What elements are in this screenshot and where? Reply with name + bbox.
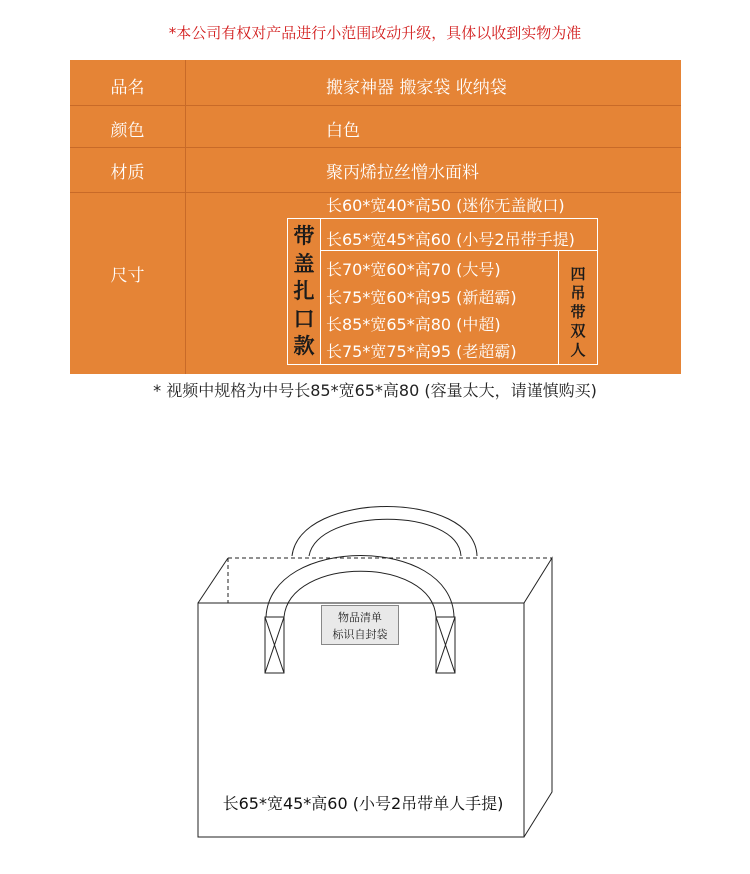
value-color: 白色 (326, 121, 360, 141)
lid-tag-char: 带 (293, 224, 315, 248)
four-strap-tag-char: 带 (570, 303, 586, 321)
four-strap-tag-char: 吊 (570, 284, 586, 302)
label-color: 颜色 (110, 121, 145, 141)
lid-box-divider (320, 250, 598, 251)
value-name: 搬家神器 搬家袋 收纳袋 (326, 78, 507, 98)
lid-box-outer-right (597, 218, 598, 365)
back-handle-inner (309, 519, 461, 556)
four-strap-tag (559, 265, 597, 360)
column-divider (185, 60, 186, 374)
size-row: 长75*宽75*高95 (老超霸) (326, 342, 517, 361)
size-row: 长65*宽45*高60 (小号2吊带手提) (326, 230, 575, 249)
spec-table (70, 60, 681, 374)
lid-box-top (287, 218, 598, 219)
label-size: 尺寸 (110, 266, 145, 286)
row-divider (70, 105, 681, 106)
lid-tag-char: 口 (293, 306, 315, 331)
size-row: 长70*宽60*高70 (大号) (326, 260, 501, 279)
lid-tag-char: 盖 (293, 251, 315, 276)
back-handle-outer (292, 507, 477, 557)
lid-box-bottom (287, 364, 598, 365)
row-divider (70, 147, 681, 148)
pocket-label-line: 物品清单 (338, 611, 382, 624)
four-strap-tag-char: 人 (570, 341, 586, 359)
left-top-edge (198, 558, 228, 603)
item-list-pocket (321, 605, 399, 645)
size-row: 长85*宽65*高80 (中超) (326, 315, 501, 334)
four-strap-tag-char: 四 (570, 265, 586, 283)
size-row: 长60*宽40*高50 (迷你无盖敞口) (326, 196, 565, 215)
bag-caption: 长65*宽45*高60 (小号2吊带单人手提) (222, 794, 504, 813)
notice-text: *本公司有权对产品进行小范围改动升级，具体以收到实物为准 (168, 24, 582, 42)
footnote-text: * 视频中规格为中号长85*宽65*高80 (容量太大，请谨慎购买) (153, 381, 597, 400)
four-strap-tag-char: 双 (570, 322, 586, 340)
lid-box-right (320, 218, 321, 364)
label-material: 材质 (110, 163, 145, 183)
right-side-panel (524, 558, 552, 837)
lid-tag-char: 扎 (293, 279, 315, 303)
lid-tag-char: 款 (293, 334, 315, 358)
pocket-label-line: 标识自封袋 (332, 628, 388, 641)
lid-tag (288, 223, 320, 361)
size-row: 长75*宽60*高95 (新超霸) (326, 288, 517, 307)
label-name: 品名 (110, 78, 145, 98)
value-material: 聚丙烯拉丝憎水面料 (326, 163, 479, 183)
bag-diagram (0, 480, 750, 874)
